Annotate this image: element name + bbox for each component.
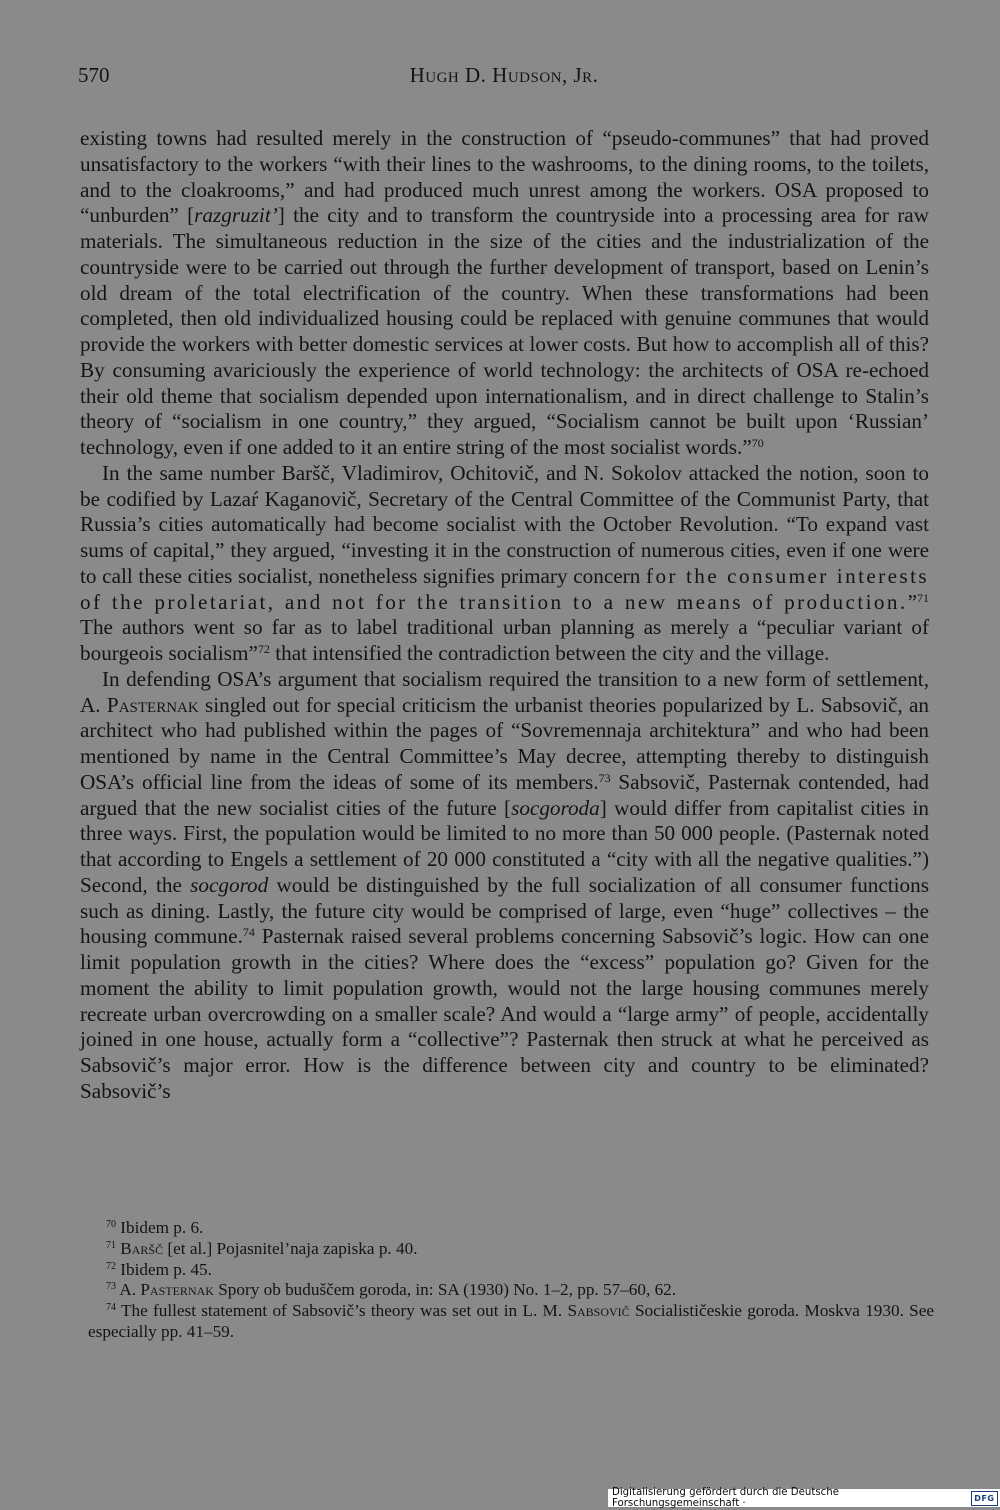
letterspaced-emphasis: for the consumer interests of the proletariat, and not for the transition to a new means of production.	[80, 563, 930, 614]
paragraph-2: In the same number Baršč, Vladimirov, Ochitovič, and N. Sokolov attacked the notion, soon to be codified by Lazaŕ Kaganovič, Secretary of the Central Committee of the Communist Party, that Russia’s cities automatically had become socialist with the October Revolution. “To expand vast sums of capital,” they argued, “investing it in the construction of numerous cities, even if one were to call these cities socialist, nonetheless signifies primary concern for the consumer interests of the proletariat, and not for the transition to a new means of production.”$^{71}$ The authors went so far as to label traditional urban planning as merely a “peculiar variant of bourgeois socialism”$^{72}$ that intensified the contradiction between the city and the village.	[80, 460, 930, 665]
body-text	[80, 126, 929, 1105]
footnote-ref: 73	[598, 770, 611, 785]
footnote: $^{74}$ The fullest statement of Sabsovič’s theory was set out in L. M. Sabsovič Socialističeskie goroda. Moskva 1930. See especially pp. 41–59.	[88, 1301, 935, 1341]
italic-term: socgorod	[190, 872, 269, 897]
paragraph-1: existing towns had resulted merely in the construction of “pseudo-communes” that had proved unsatisfactory to the workers “with their lines to the washrooms, to the dining rooms, to the toilets, and to the cloakrooms,” and had produced much unrest among the workers. OSA proposed to “unburden” [razgruzit’] the city and to transform the countryside into a processing area for raw materials. The simultaneous reduction in the size of the cities and the industrialization of the countryside were to be carried out through the further development of transport, based on Lenin’s old dream of the total electrification of the country. When these transformations had been completed, then old individualized housing could be replaced with genuine communes that would provide the workers with better domestic services at lower costs. But how to accomplish all of this? By consuming avariciously the experience of world technology: the architects of OSA re-echoed their old theme that socialism depended upon internationalism, and in direct challenge to Stalin’s theory of “socialism in one country,” they argued, “Socialism cannot be built upon ‘Russian’ technology, even if one added to it an entire string of the most socialist words.”$^{70}$	[80, 126, 929, 459]
paragraph-3: In defending OSA’s argument that socialism required the transition to a new form of settlement, A. Pasternak singled out for special criticism the urbanist theories popularized by L. Sabsovič, an architect who had published within the pages of “Sovremennaja architektura” and who had been mentioned by name in the Central Committee’s May decree, attempting thereby to distinguish OSA’s official line from the ideas of some of its members.$^{73}$ Sabsovič, Pasternak contended, had argued that the new socialist cities of the future [socgoroda] would differ from capitalist cities in three ways. First, the population would be limited to no more than 50 000 people. (Pasternak noted that according to Engels a settlement of 20 000 constituted a “city with all the negative qualities.”) Second, the socgorod would be distinguished by the full socialization of all consumer functions such as dining. Lastly, the future city would be comprised of large, even “huge” collectives – the housing commune.$^{74}$ Pasternak raised several problems concerning Sabsovič’s logic. How can one limit population growth in the cities? Where does the “excess” population go? Given for the moment the ability to limit population growth, would not the large housing communes merely recreate urban overcrowding on a smaller scale? And would a “large army” of people, accidentally joined in one house, actually form a “collective”? Pasternak then struck at what he perceived as Sabsovič’s major error. How is the difference between city and country to be eliminated? Sabsovič’s	[80, 666, 929, 1103]
page-number: 570	[78, 63, 110, 87]
italic-term: socgoroda	[511, 795, 600, 820]
footnote-ref: 74	[242, 925, 255, 940]
footnote: $^{72}$ Ibidem p. 45.	[106, 1259, 212, 1279]
footnote: $^{73}$ A. Pasternak Spory ob buduščem goroda, in: SA (1930) No. 1–2, pp. 57–60, 62.	[106, 1280, 677, 1300]
page-header	[78, 60, 930, 100]
italic-term: razgruzit’	[194, 203, 278, 228]
digitization-credit	[608, 1489, 1000, 1507]
footnotes	[88, 1218, 934, 1343]
footnote: $^{71}$ Baršč [et al.] Pojasnitel’naja zapiska p. 40.	[106, 1238, 418, 1258]
dfg-logo-icon: DFG	[971, 1491, 998, 1506]
footnote-ref: 70	[751, 436, 764, 450]
credit-text: Digitalisierung gefördert durch die Deutsche Forschungsgemeinschaft ·	[612, 1487, 839, 1509]
small-caps-name: Pasternak	[106, 692, 199, 717]
running-head: Hugh D. Hudson, Jr.	[409, 63, 599, 87]
footnote-ref: 72	[257, 642, 270, 656]
footnote: $^{70}$ Ibidem p. 6.	[106, 1218, 204, 1237]
footnote-ref: 71	[917, 590, 929, 605]
